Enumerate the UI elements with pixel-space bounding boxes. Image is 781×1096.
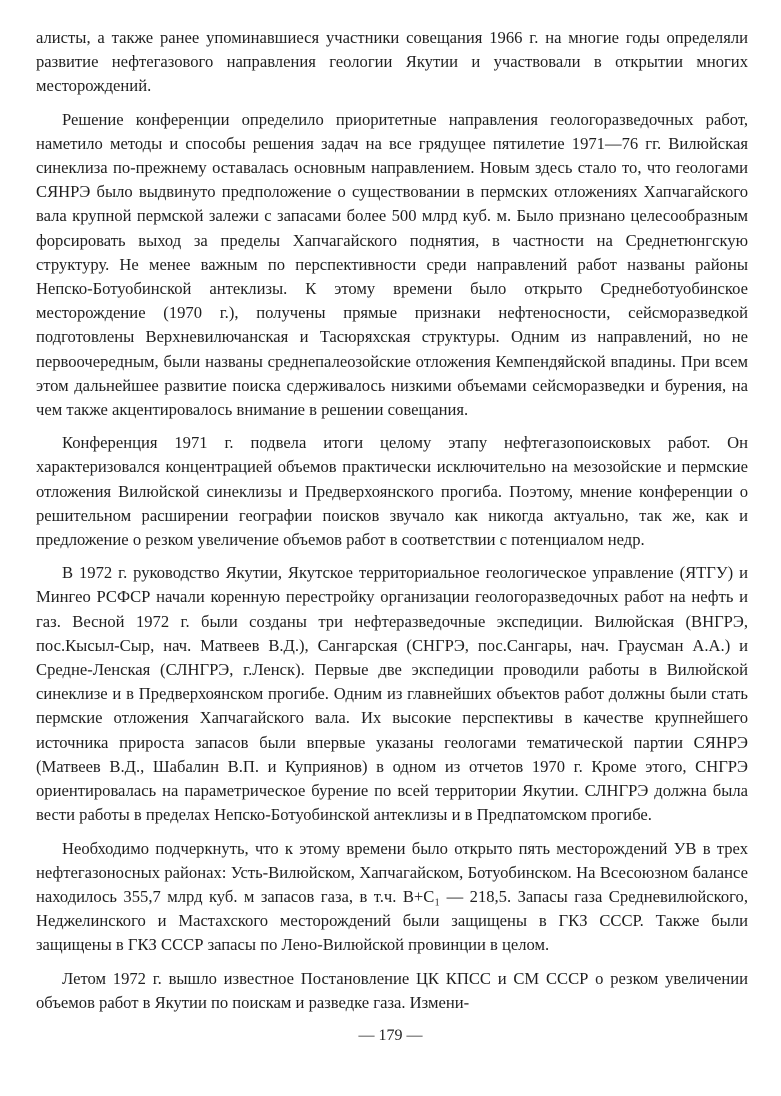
paragraph-continuation: алисты, а также ранее упоминавшиеся участники совещания 1966 г. на многие годы определяли развитие нефтегазового направления геологии Якутии и участвовали в открытии многих месторождений.	[36, 28, 748, 96]
paragraph-conference-decision: Решение конференции определило приоритетные направления геологоразведочных работ, наметило методы и способы решения задач на все грядущее пятилетие 1971—76 гг. Вилюйская синеклиза по-прежнему оставалась основным направлением. Новым здесь стало то, что геологами СЯНРЭ было выдвинуто предположение о существовании в пермских отложениях Хапчагайского вала крупной пермской залежи с запасами более 500 млрд куб. м. Было признано целесообразным форсировать выход за пределы Хапчагайского поднятия, в частности на Среднетюнгскую структуру. Не менее важным по перспективности среди направлений работ названы районы Непско-Ботуобинской антеклизы. К этому времени было открыто Среднеботуобинское месторождение (1970 г.), получены прямые признаки нефтеносности, сейсморазведкой подготовлены Верхневилючанская и Тасюряхская структуры. Одним из направлений, но не первоочередным, были названы среднепалеозойские отложения Кемпендяйской впадины. При всем этом дальнейшее развитие поиска сдерживалось низкими объемами сейсморазведки и бурения, на чем также акцентировалось внимание в решении совещания.	[36, 109, 748, 420]
paragraph-conference-1971: Конференция 1971 г. подвела итоги целому этапу нефтегазопоисковых работ. Он характеризовался концентрацией объемов практически исключительно на мезозойские и пермские отложения Вилюйской синеклизы и Предверхоянского прогиба. Поэтому, мнение конференции о решительном расширении географии поисков звучало как никогда актуально, так же, как и предложение о резком увеличение объемов работ в соответствии с потенциалом недр.	[36, 433, 748, 550]
paragraph-discovered-fields: Необходимо подчеркнуть, что к этому времени было открыто пять месторождений УВ в трех нефтегазоносных районах: Усть-Вилюйском, Хапчагайском, Ботуобинском. На Всесоюзном балансе находилось 355,7 млрд куб. м запасов газа, в т.ч. В+С₁ — 218,5. Запасы газа Средневилюйского, Неджелинского и Мастахского месторождений были защищены в ГКЗ СССР. Также были защищены в ГКЗ СССР запасы по Лено-Вилюйской провинции в целом.	[36, 838, 748, 955]
page-number: — 179 —	[358, 1027, 423, 1044]
paragraph-resolution: Летом 1972 г. вышло известное Постановление ЦК КПСС и СМ СССР о резком увеличении объемов работ в Якутии по поискам и разведке газа. Измени-	[36, 968, 748, 1012]
paragraph-reorganization-1972: В 1972 г. руководство Якутии, Якутское территориальное геологическое управление (ЯТГУ) и Мингео РСФСР начали коренную перестройку организации геологоразведочных работ на нефть и газ. Весной 1972 г. были созданы три нефтеразведочные экспедиции. Вилюйская (ВНГРЭ, пос.Кысыл-Сыр, нач. Матвеев В.Д.), Сангарская (СНГРЭ, пос.Сангары, нач. Граусман А.А.) и Средне-Ленская (СЛНГРЭ, г.Ленск). Первые две экспедиции проводили работы в Вилюйской синеклизе и в Предверхоянском прогибе. Одним из главнейших объектов работ должны были стать пермские отложения Хапчагайского вала. Их высокие перспективы в качестве крупнейшего источника прироста запасов были впервые указаны геологами тематической партии СЯНРЭ (Матвеев В.Д., Шабалин В.П. и Куприянов) в одном из отчетов 1970 г. Кроме этого, СНГРЭ ориентировалась на параметрическое бурение по всей территории Якутии. СЛНГРЭ должна была вести работы в пределах Непско-Ботуобинской антеклизы и в Предпатомском прогибе.	[36, 563, 748, 825]
